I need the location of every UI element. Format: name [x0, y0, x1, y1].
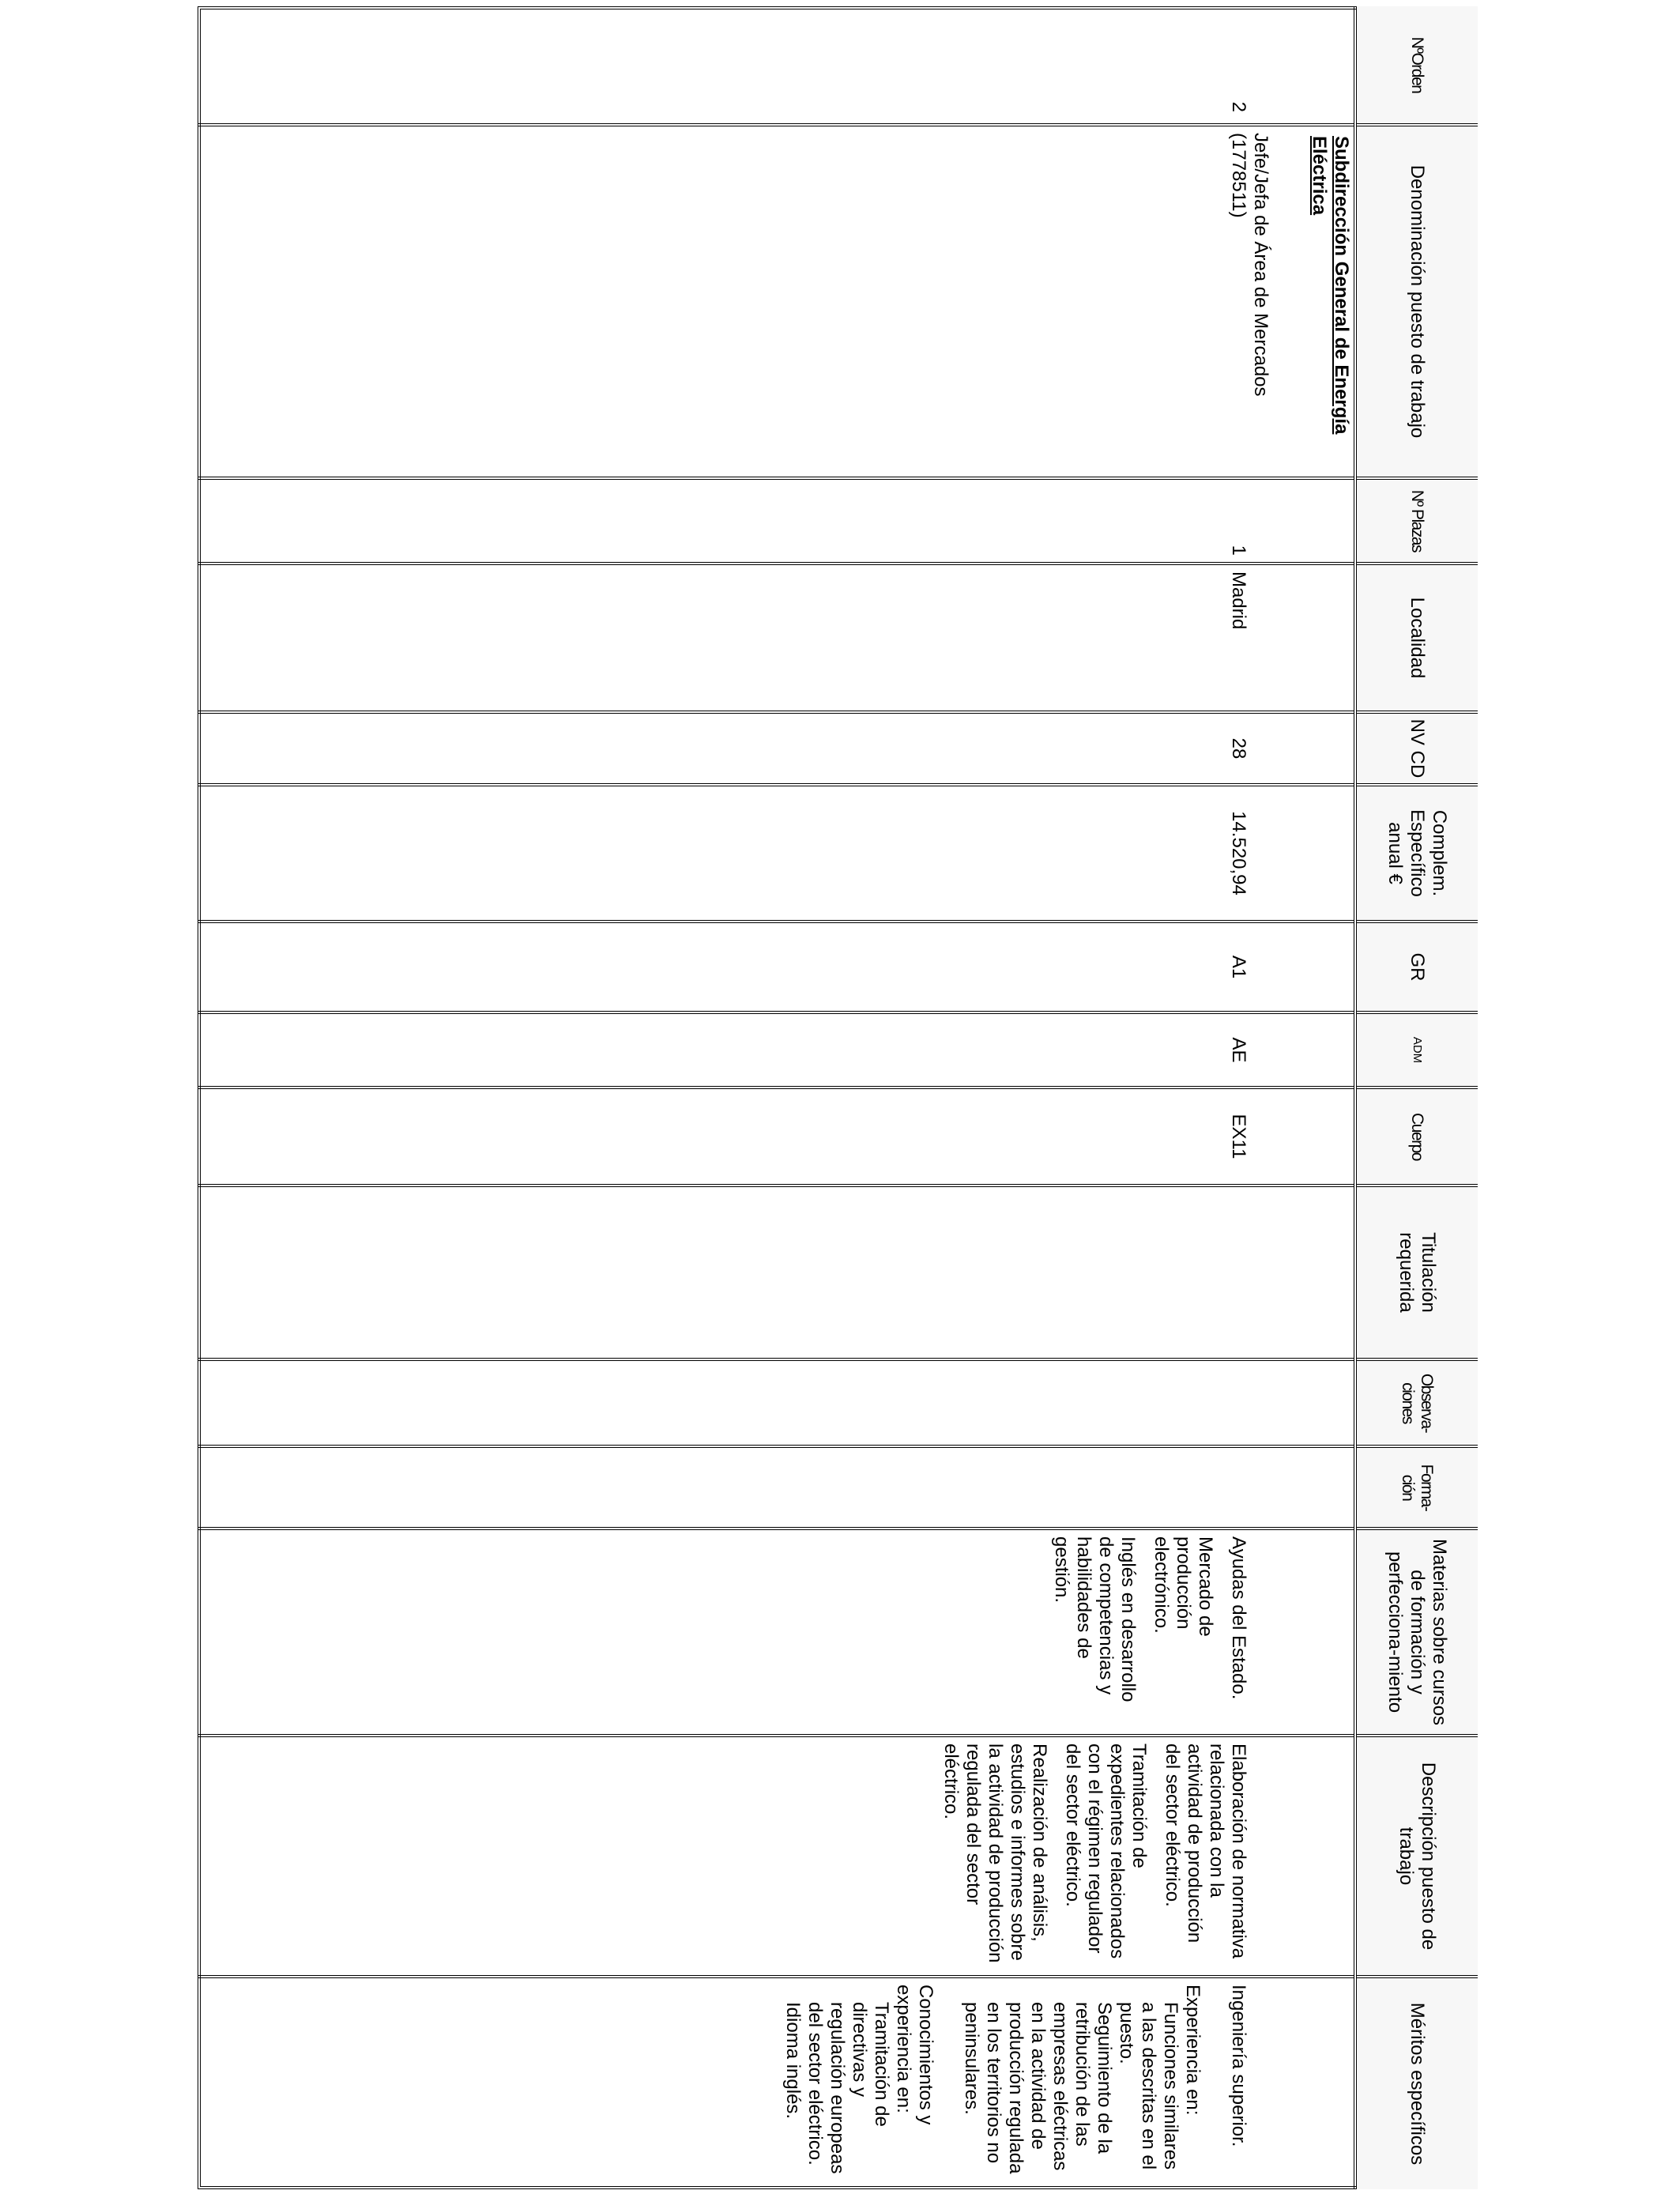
header-orden: NºOrden: [1355, 6, 1478, 125]
cell-titulacion: [198, 1186, 1355, 1359]
descripcion-item: Realización de análisis, estudios e informes sobre la actividad de producción regulada del sector eléctrico.: [940, 1744, 1050, 1963]
meritos-conocimientos-label: Conocimientos y experiencia en:: [893, 1985, 936, 2125]
header-grupo: GR: [1355, 922, 1478, 1012]
cuerpo-value: EX11: [1228, 1114, 1249, 1159]
rotated-table-stage: [198, 6, 1478, 2189]
header-descripcion: Descripción puesto de trabajo: [1355, 1736, 1478, 1977]
header-cuerpo: Cuerpo: [1355, 1088, 1478, 1186]
cell-denominacion: [198, 125, 1355, 478]
header-meritos: Méritos específicos: [1355, 1977, 1478, 2189]
cell-observaciones: [198, 1359, 1355, 1446]
materia-item: Mercado de producción electrónico.: [1151, 1536, 1216, 1637]
cell-meritos: [198, 1977, 1355, 2189]
header-plazas: Nº Plazas: [1355, 478, 1478, 564]
materia-item: Ayudas del Estado.: [1228, 1536, 1249, 1700]
meritos-experiencia-item: Funciones similares a las descritas en el puesto.: [1116, 2002, 1181, 2170]
cell-formacion: [198, 1446, 1355, 1529]
orden-value: 2: [1228, 101, 1249, 112]
cell-complemento: [198, 785, 1355, 922]
header-row: [1355, 6, 1478, 2189]
meritos-titulo: Ingeniería superior.: [1228, 1985, 1249, 2147]
table-row: [198, 6, 1355, 2189]
materia-item: Inglés en desarrollo de competencias y habilidades de gestión.: [1051, 1536, 1139, 1702]
plazas-value: 1: [1228, 545, 1249, 556]
grupo-value: A1: [1228, 955, 1249, 979]
job-positions-table: [198, 6, 1478, 2189]
header-localidad: Localidad: [1355, 564, 1478, 712]
denominacion-value: Jefe/Jefa de Área de Mercados (1778511): [1228, 133, 1271, 397]
cell-nivel: [198, 712, 1355, 785]
cell-localidad: [198, 564, 1355, 712]
header-titulacion: Titulación requerida: [1355, 1186, 1478, 1359]
cell-plazas: [198, 478, 1355, 564]
adm-value: AE: [1228, 1037, 1249, 1063]
meritos-conocimientos-item: Idioma inglés.: [782, 2002, 804, 2120]
cell-descripcion: [198, 1736, 1355, 1977]
header-observaciones: Observa-ciones: [1355, 1359, 1478, 1446]
header-adm: ADM: [1355, 1012, 1478, 1088]
meritos-conocimientos-item: Tramitación de directivas y regulación europeas del sector eléctrico.: [804, 2002, 892, 2174]
descripcion-item: Tramitación de expedientes relacionados con el régimen regulador del sector eléctrico.: [1062, 1744, 1150, 1959]
cell-adm: [198, 1012, 1355, 1088]
complemento-value: 14.520,94: [1228, 811, 1249, 895]
cell-grupo: [198, 922, 1355, 1012]
header-materias: Materias sobre cursos de formación y perfecciona-miento: [1355, 1529, 1478, 1736]
header-nivel: NV CD: [1355, 712, 1478, 785]
cell-materias: [198, 1529, 1355, 1736]
section-title: Subdirección General de Energía Eléctrica: [1309, 136, 1352, 435]
descripcion-item: Elaboración de normativa relacionada con la actividad de producción del sector eléctrico.: [1162, 1744, 1249, 1959]
cell-cuerpo: [198, 1088, 1355, 1186]
meritos-experiencia-label: Experiencia en:: [1182, 1985, 1203, 2116]
localidad-value: Madrid: [1228, 571, 1249, 630]
cell-orden: [198, 6, 1355, 125]
header-formacion: Forma-ción: [1355, 1446, 1478, 1529]
header-denominacion: Denominación puesto de trabajo: [1355, 125, 1478, 478]
meritos-experiencia-item: Seguimiento de la retribución de las empresas eléctricas en la actividad de producción regulada en los territorios no peninsulares.: [961, 2002, 1115, 2174]
header-complemento: Complem. Específico anual €: [1355, 785, 1478, 922]
nivel-value: 28: [1228, 737, 1249, 760]
